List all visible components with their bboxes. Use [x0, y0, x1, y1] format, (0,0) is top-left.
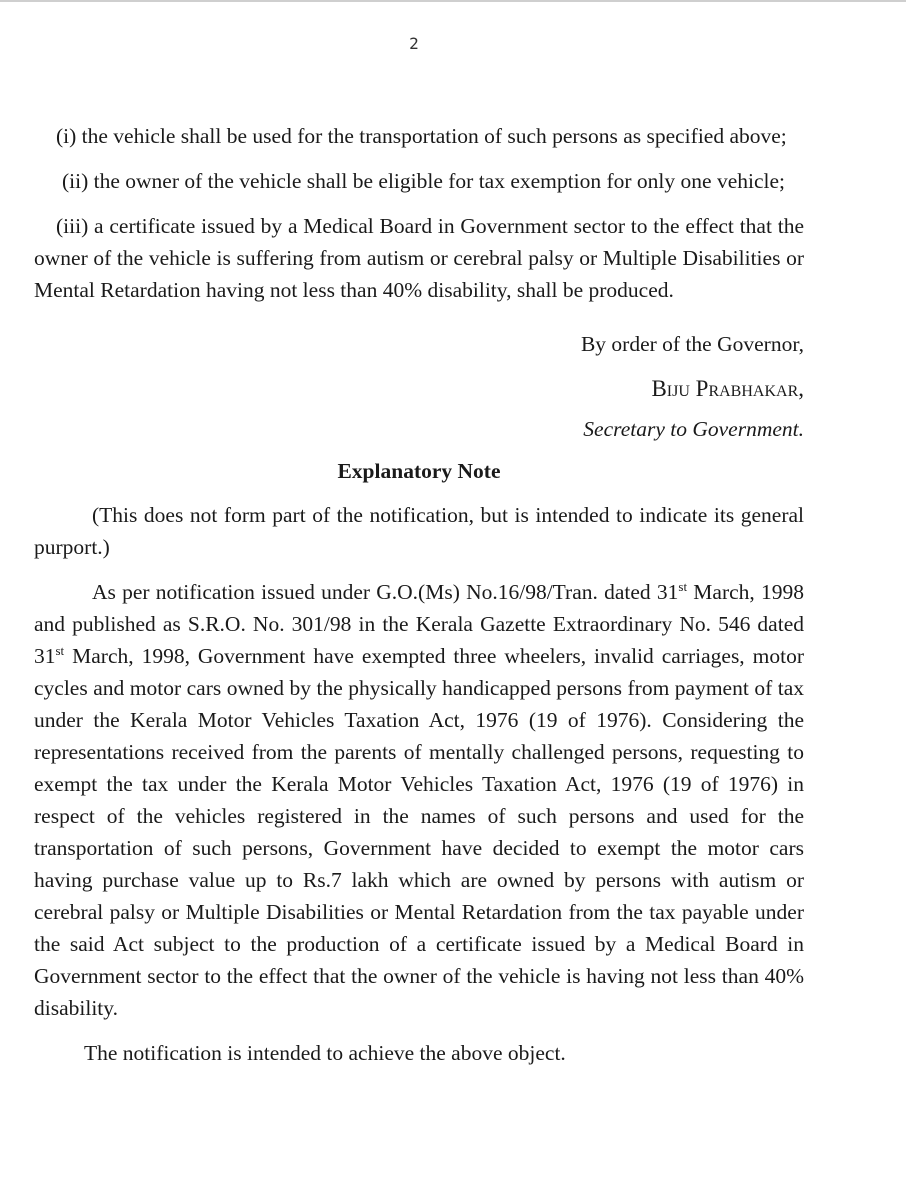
- paragraph-part-2: March, 1998 and published as S.R.O. No. 301/98 in the Kerala Gazette Extraordinary No. 546 dated 31: [34, 580, 804, 668]
- order-line: By order of the Governor,: [580, 332, 804, 356]
- page-number: 2: [409, 34, 419, 53]
- explanatory-paragraph: [34, 576, 804, 1024]
- clause-ii: (ii) the owner of the vehicle shall be eligible for tax exemption for only one vehicle;: [62, 169, 785, 193]
- page-top-border: [0, 0, 906, 2]
- closing-line: The notification is intended to achieve the above object.: [84, 1041, 566, 1065]
- clause-i: (i) the vehicle shall be used for the transportation of such persons as specified above;: [56, 124, 787, 148]
- paragraph-part-3: March, 1998, Government have exempted three wheelers, invalid carriages, motor cycles and motor cars owned by the physically handicapped persons from payment of tax under the Kerala Motor Vehicles Taxation Act, 1976 (19 of 1976). Considering the representations received from the parents of mentally challenged persons, requesting to exempt the tax under the Kerala Motor Vehicles Taxation Act, 1976 (19 of 1976) in respect of the vehicles registered in the names of such persons and used for the transportation of such persons, Government have decided to exempt the motor cars having purchase value up to Rs.7 lakh which are owned by persons with autism or cerebral palsy or Multiple Disabilities or Mental Retardation from the tax payable under the said Act subject to the production of a certificate issued by a Medical Board in Government sector to the effect that the owner of the vehicle is having not less than 40% disability.: [34, 644, 804, 1020]
- explanatory-note-heading: Explanatory Note: [337, 459, 501, 483]
- paragraph-part-1: As per notification issued under G.O.(Ms) No.16/98/Tran. dated 31: [92, 580, 679, 604]
- ordinal-suffix-1: st: [678, 579, 688, 594]
- signatory-designation: Secretary to Government.: [583, 417, 804, 441]
- clause-iii: (iii) a certificate issued by a Medical Board in Government sector to the effect that the owner of the vehicle is suffering from autism or cerebral palsy or Multiple Disabilities or Mental Retardation having not less than 40% disability, shall be produced.: [34, 214, 804, 302]
- document-body: [34, 120, 804, 1069]
- signatory-name: Biju Prabhakar,: [651, 376, 804, 401]
- explanatory-note-disclaimer: (This does not form part of the notification, but is intended to indicate its general purport.): [34, 503, 804, 559]
- ordinal-suffix-2: st: [55, 643, 65, 658]
